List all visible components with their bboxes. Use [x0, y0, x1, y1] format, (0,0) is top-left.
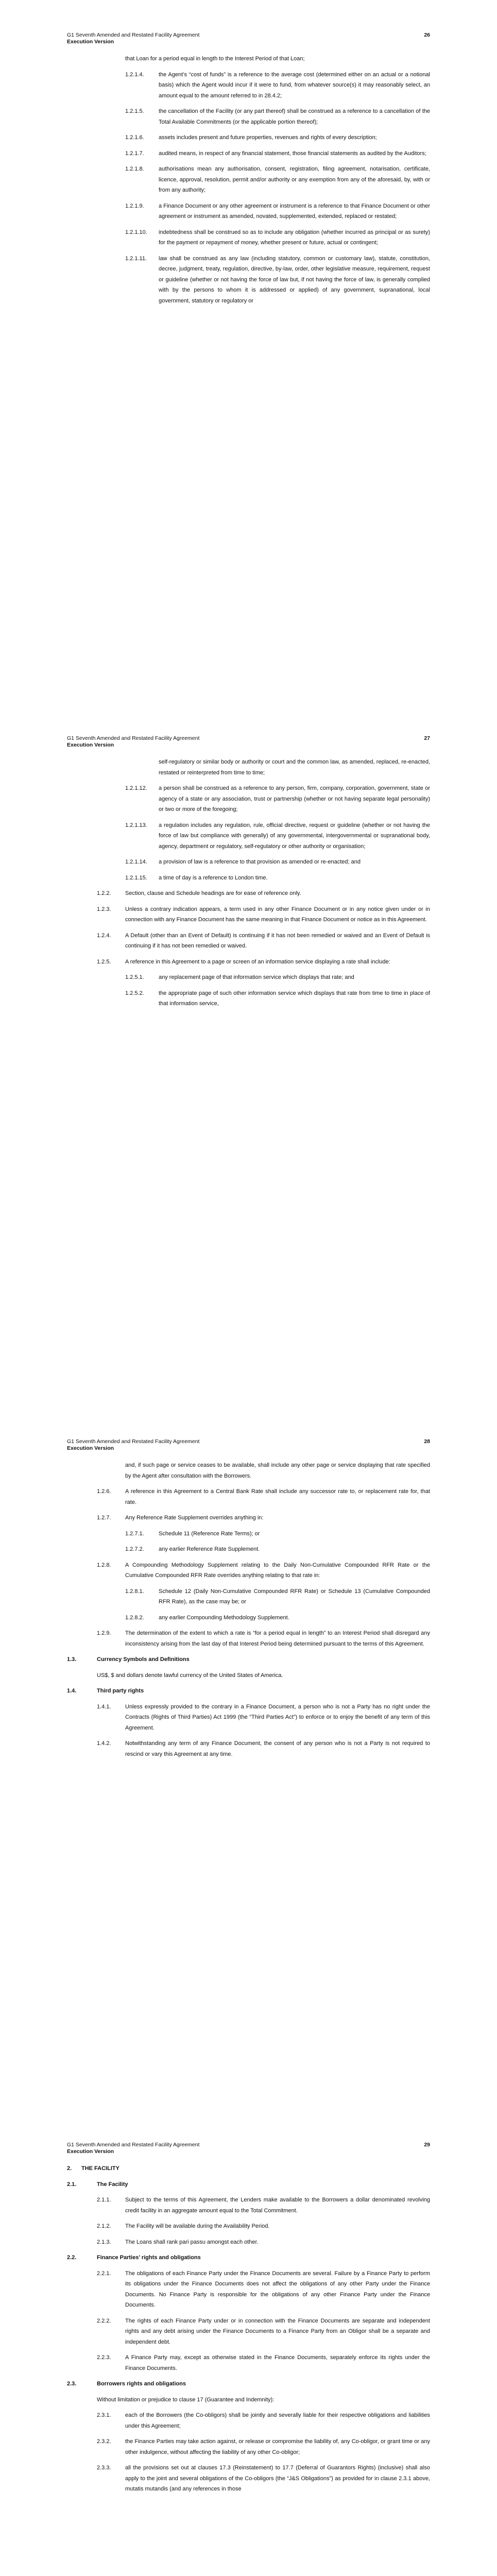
- page-header: [67, 2142, 430, 2155]
- clause-text: the Finance Parties may take action against, or release or compromise the liability of, any Co-obligor, or grant time or any other indulgence, without affecting the liability of any other Co-obligor;: [125, 2438, 430, 2455]
- clause-text: A Compounding Methodology Supplement relating to the Daily Non-Cumulative Compounded RFR Rate or the Cumulative Compounded RFR Rate overrides anything relating to that rate in:: [125, 1562, 430, 1579]
- heading-text: Borrowers rights and obligations: [97, 2381, 186, 2387]
- clause: [67, 1628, 430, 1649]
- clause: [67, 227, 430, 248]
- clause-text: indebtedness shall be construed so as to include any obligation (whether incurred as principal or as surety) for the payment or repayment of money, whether present or future, actual or contingent;: [159, 229, 430, 246]
- clause-number: 1.3.: [67, 1656, 77, 1663]
- clause: [67, 1738, 430, 1759]
- section-heading: [67, 2252, 430, 2263]
- section-heading: [67, 2163, 430, 2174]
- clause: [67, 1613, 430, 1623]
- clause: [67, 253, 430, 307]
- section-heading: [67, 1654, 430, 1665]
- clause-number: 2.1.: [67, 2181, 77, 2188]
- clause: [67, 820, 430, 852]
- clause-text: Schedule 12 (Daily Non-Cumulative Compounded RFR Rate) or Schedule 13 (Cumulative Compounded RFR Rate), as the case may be; or: [159, 1588, 430, 1605]
- clause-text: A Finance Party may, except as otherwise stated in the Finance Documents, separately enforce its rights under the Finance Documents.: [125, 2354, 430, 2371]
- heading-text: The Facility: [97, 2181, 128, 2188]
- clause-text: any earlier Reference Rate Supplement.: [159, 1546, 260, 1552]
- page-body: [67, 54, 430, 311]
- clause-text: the Agent’s “cost of funds” is a reference to the average cost (determined either on an actual or a notional basis) which the Agent would incur if it were to fund, from whatever source(s) it may reasonably select, an amount equal to the amount referred to in 28.4.2;: [159, 71, 430, 99]
- heading-text: Third party rights: [97, 1688, 144, 1694]
- clause-number: 1.2.1.4.: [125, 71, 144, 78]
- clause-number: 1.2.1.15.: [125, 874, 147, 881]
- clause-number: 2.2.1.: [97, 2270, 111, 2277]
- page-body: [67, 2163, 430, 2500]
- version-label: Execution Version: [67, 2148, 114, 2155]
- page-header: [67, 32, 430, 45]
- clause-text: a person shall be construed as a reference to any person, firm, company, corporation, government, state or agency of a state or any association, trust or partnership (whether or not having separate legal personality) or two or more of the foregoing;: [159, 785, 430, 812]
- clause: [67, 1586, 430, 1607]
- section-heading: [67, 2179, 430, 2190]
- page-27: [0, 703, 497, 1406]
- clause-text: Notwithstanding any term of any Finance Document, the consent of any person who is not a Party is not required to rescind or vary this Agreement at any time.: [125, 1740, 430, 1757]
- clause: [67, 2352, 430, 2374]
- clause-text: The Loans shall rank pari passu amongst each other.: [125, 2239, 259, 2245]
- clause-text: a regulation includes any regulation, rule, official directive, request or guideline (whether or not having the force of law but compliance with generally) of any governmental, intergovernmental or supranational body, agency, department or regulatory, self-regulatory or other authority or organisation;: [159, 822, 430, 850]
- clause-number: 1.4.: [67, 1688, 77, 1694]
- clause-text: The Facility will be available during the Availability Period.: [125, 2223, 270, 2229]
- clause-number: 2.3.3.: [97, 2465, 111, 2471]
- clause: [67, 2221, 430, 2232]
- clause: [67, 1670, 430, 1681]
- clause-text: A reference in this Agreement to a page or screen of an information service displaying a rate shall include:: [125, 958, 390, 965]
- version-label: Execution Version: [67, 1445, 114, 1451]
- clause-number: 1.4.2.: [97, 1740, 111, 1747]
- clause: [67, 201, 430, 222]
- clause: [67, 888, 430, 899]
- clause: [67, 132, 430, 143]
- clause-number: 1.2.1.9.: [125, 202, 144, 209]
- clause-number: 1.2.2.: [97, 890, 111, 896]
- clause-text: Any Reference Rate Supplement overrides anything in:: [125, 1515, 264, 1521]
- clause-number: 1.2.1.14.: [125, 859, 147, 865]
- clause-text: US$, $ and dollars denote lawful currency of the United States of America.: [97, 1672, 283, 1679]
- clause-text: a provision of law is a reference to that provision as amended or re-enacted; and: [159, 859, 361, 865]
- clause: [67, 988, 430, 1009]
- clause-continuation: that Loan for a period equal in length to the Interest Period of that Loan;: [125, 56, 305, 62]
- clause-text: the appropriate page of such other information service which displays that rate from time to time in place of that information service,: [159, 990, 430, 1007]
- clause-number: 1.2.1.11.: [125, 255, 147, 262]
- version-label: Execution Version: [67, 39, 114, 45]
- clause-number: 1.2.1.13.: [125, 822, 147, 828]
- clause: [67, 1702, 430, 1734]
- clause: [67, 783, 430, 815]
- clause: [67, 148, 430, 159]
- clause: [67, 873, 430, 884]
- clause-text: law shall be construed as any law (including statutory, common or customary law), statute, constitution, decree, judgment, treaty, regulation, directive, by-law, order, other legislative measure, requirement, request or guideline (whether or not having the force of law but, if not having the force of law, is generally complied with by the persons to whom it is addressed or applied) of any government, supranational, local government, statutory or regulatory or: [159, 255, 430, 304]
- clause-text: A reference in this Agreement to a Central Bank Rate shall include any successor rate to, or replacement rate for, that rate.: [125, 1488, 430, 1505]
- clause-number: 1.2.8.2.: [125, 1614, 144, 1621]
- clause-text: any replacement page of that information service which displays that rate; and: [159, 974, 354, 980]
- clause-text: The rights of each Finance Party under or in connection with the Finance Documents are separate and independent rights and any debt arising under the Finance Documents to a Finance Party from an Obligor shall be a separate and independent debt.: [125, 2317, 430, 2345]
- clause-number: 1.2.8.1.: [125, 1588, 144, 1595]
- clause-text: audited means, in respect of any financial statement, those financial statements as audited by the Auditors;: [159, 150, 426, 157]
- clause-number: 1.4.1.: [97, 1703, 111, 1710]
- clause-continuation: and, if such page or service ceases to be available, shall include any other page or service displaying that rate specified by the Agent after consultation with the Borrowers.: [125, 1462, 430, 1479]
- clause-number: 1.2.1.5.: [125, 108, 144, 114]
- clause-text: The obligations of each Finance Party under the Finance Documents are several. Failure by a Finance Party to perform its obligations under the Finance Documents does not affect the obligations of any other Party under the Finance Documents. No Finance Party is responsible for the obligations of any other Finance Party under the Finance Documents.: [125, 2270, 430, 2308]
- document-title: G1 Seventh Amended and Restated Facility Agreement: [67, 2142, 200, 2148]
- heading-text: Finance Parties’ rights and obligations: [97, 2255, 201, 2261]
- clause-number: 1.2.1.8.: [125, 166, 144, 172]
- clause: [67, 2268, 430, 2311]
- heading-text: THE FACILITY: [81, 2165, 119, 2172]
- clause: [67, 2436, 430, 2458]
- clause-text: A Default (other than an Event of Default) is continuing if it has not been remedied or waived and an Event of Default is continuing if it has not been remedied or waived.: [125, 932, 430, 949]
- clause-text: Unless a contrary indication appears, a term used in any other Finance Document or in any notice given under or in connection with any Finance Document has the same meaning in that Finance Document or notice as in this Agreement.: [125, 906, 430, 923]
- clause-number: 2.3.2.: [97, 2438, 111, 2445]
- clause-continuation: self-regulatory or similar body or authority or court and the common law, as amended, replaced, re-enacted, restated or reinterpreted from time to time;: [159, 759, 430, 776]
- clause-text: a time of day is a reference to London time.: [159, 874, 268, 881]
- page-header: [67, 1438, 430, 1452]
- document-title: G1 Seventh Amended and Restated Facility Agreement: [67, 32, 200, 38]
- clause: [67, 164, 430, 196]
- page-number: 28: [424, 1438, 430, 1445]
- clause: [67, 1529, 430, 1539]
- clause-number: 1.2.8.: [97, 1562, 111, 1568]
- clause-number: 2.3.1.: [97, 2412, 111, 2418]
- clause-number: 2.: [67, 2165, 72, 2172]
- clause-number: 2.1.2.: [97, 2223, 111, 2229]
- clause-number: 1.2.5.1.: [125, 974, 144, 980]
- clause: [67, 930, 430, 952]
- clause: [67, 1486, 430, 1507]
- page-header: [67, 735, 430, 749]
- clause: [67, 2316, 430, 2348]
- clause-text: Without limitation or prejudice to clause 17 (Guarantee and Indemnity):: [97, 2396, 275, 2403]
- clause: [67, 1513, 430, 1523]
- section-heading: [67, 1686, 430, 1697]
- clause: [67, 70, 430, 101]
- clause-number: 1.2.4.: [97, 932, 111, 939]
- page-body: [67, 1460, 430, 1765]
- clause: [67, 957, 430, 968]
- clause: [67, 2195, 430, 2216]
- clause-text: the cancellation of the Facility (or any part thereof) shall be construed as a reference to a cancellation of the Total Available Commitments (or the applicable portion thereof);: [159, 108, 430, 125]
- clause: [67, 904, 430, 925]
- clause: [67, 2410, 430, 2431]
- clause-number: 1.2.5.2.: [125, 990, 144, 996]
- clause-text: The determination of the extent to which a rate is “for a period equal in length” to an Interest Period shall disregard any inconsistency arising from the last day of that Interest Period being determined pursuant to the terms of this Agreement.: [125, 1630, 430, 1647]
- clause-text: a Finance Document or any other agreement or instrument is a reference to that Finance Document or other agreement or instrument as amended, novated, supplemented, extended, replaced or restated;: [159, 202, 430, 219]
- clause-number: 1.2.3.: [97, 906, 111, 912]
- clause-text: any earlier Compounding Methodology Supplement.: [159, 1614, 289, 1621]
- document-title: G1 Seventh Amended and Restated Facility Agreement: [67, 735, 200, 741]
- clause-number: 1.2.1.6.: [125, 134, 144, 141]
- version-label: Execution Version: [67, 742, 114, 748]
- clause-text: authorisations mean any authorisation, consent, registration, filing agreement, notarisation, certificate, licence, approval, resolution, permit and/or authority or any exemption from any of the aforesaid, by, with or from any authority;: [159, 166, 430, 193]
- clause: [67, 2395, 430, 2405]
- clause-text: Section, clause and Schedule headings are for ease of reference only.: [125, 890, 301, 896]
- clause-number: 2.3.: [67, 2381, 77, 2387]
- clause-number: 2.1.3.: [97, 2239, 111, 2245]
- clause-number: 2.2.2.: [97, 2317, 111, 2324]
- clause-text: each of the Borrowers (the Co-obligors) shall be jointly and severally liable for their respective obligations and liabilities under this Agreement;: [125, 2412, 430, 2429]
- clause: [67, 2463, 430, 2495]
- clause-number: 1.2.1.10.: [125, 229, 147, 235]
- page-number: 27: [424, 735, 430, 741]
- clause-number: 1.2.9.: [97, 1630, 111, 1636]
- page-28: [0, 1406, 497, 2110]
- clause-number: 1.2.6.: [97, 1488, 111, 1495]
- clause-number: 2.1.1.: [97, 2197, 111, 2203]
- clause: [67, 106, 430, 127]
- page-number: 26: [424, 32, 430, 38]
- clause-number: 2.2.3.: [97, 2354, 111, 2361]
- clause: [67, 1544, 430, 1555]
- clause-text: Subject to the terms of this Agreement, the Lenders make available to the Borrowers a dollar denominated revolving credit facility in an aggregate amount equal to the Total Commitment.: [125, 2197, 430, 2214]
- clause-text: Schedule 11 (Reference Rate Terms); or: [159, 1530, 260, 1537]
- page-number: 29: [424, 2142, 430, 2148]
- clause-number: 1.2.7.2.: [125, 1546, 144, 1552]
- clause: [67, 972, 430, 983]
- clause-number: 1.2.7.: [97, 1515, 111, 1521]
- clause: [67, 1560, 430, 1581]
- clause-number: 1.2.7.1.: [125, 1530, 144, 1537]
- clause-number: 1.2.1.7.: [125, 150, 144, 157]
- clause-number: 1.2.1.12.: [125, 785, 147, 791]
- clause-number: 1.2.5.: [97, 958, 111, 965]
- clause-number: 2.2.: [67, 2255, 77, 2261]
- clause-text: assets includes present and future properties, revenues and rights of every description;: [159, 134, 377, 141]
- clause-text: Unless expressly provided to the contrary in a Finance Document, a person who is not a Party has no right under the Contracts (Rights of Third Parties) Act 1999 (the “Third Parties Act”) to enforce or to enjoy the benefit of any term of this Agreement.: [125, 1703, 430, 1731]
- heading-text: Currency Symbols and Definitions: [97, 1656, 190, 1663]
- document-title: G1 Seventh Amended and Restated Facility Agreement: [67, 1438, 200, 1445]
- clause: [67, 857, 430, 868]
- page-26: [0, 0, 497, 703]
- page-29: [0, 2110, 497, 2576]
- section-heading: [67, 2379, 430, 2389]
- clause-text: all the provisions set out at clauses 17.3 (Reinstatement) to 17.7 (Deferral of Guarantors Rights) (inclusive) shall also apply to the joint and several obligations of the Co-obligors (the “J&S Obligations”) as provided for in clause 2.3.1 above, mutatis mutandis (and any references in those: [125, 2465, 430, 2492]
- page-body: [67, 757, 430, 1014]
- clause: [67, 2237, 430, 2248]
